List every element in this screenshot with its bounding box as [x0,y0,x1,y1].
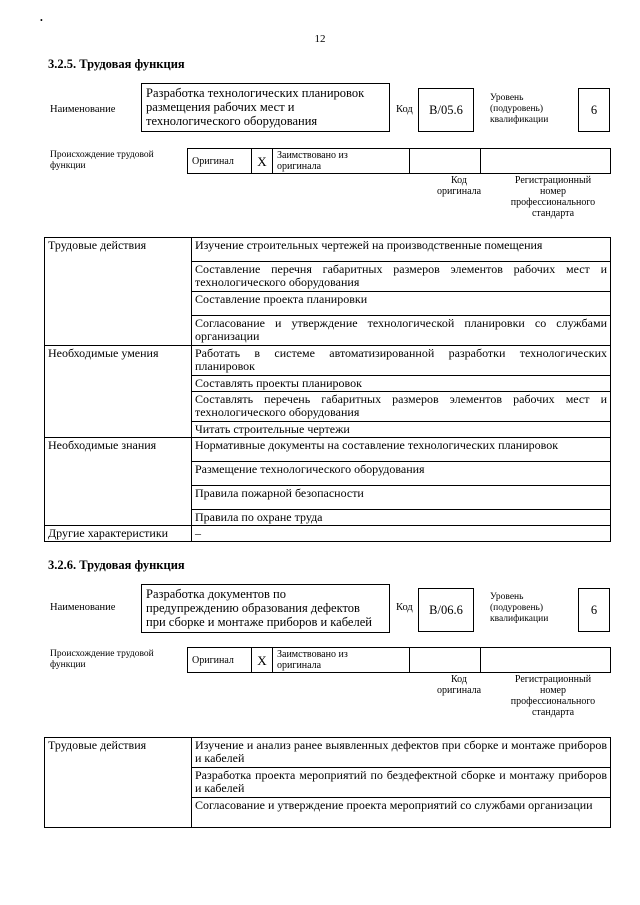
original-mark: X [252,149,273,174]
origin-label-line: Происхождение трудовой [50,649,154,659]
item-cell: Составление проекта планировки [192,292,611,316]
item-cell: Изучение строительных чертежей на производственные помещения [192,238,611,262]
function-details-table [44,237,611,542]
function-name-line: при сборке и монтаже приборов и кабелей [146,615,372,629]
function-name-line: технологического оборудования [146,114,318,128]
code-original-cell [410,149,481,174]
corner-mark: • [40,16,43,25]
borrowed-label [273,149,410,174]
reg-number-label-line: номер [540,186,566,197]
code-label: Код [396,602,413,613]
level-label-line: квалификации [490,115,549,125]
code-value: B/06.6 [418,588,474,632]
original-label: Оригинал [188,149,252,174]
item-cell: Согласование и утверждение технологической планировки со службами организации [192,316,611,346]
reg-number-label [495,175,611,219]
table-row [45,526,611,542]
reg-number-label-line: стандарта [531,208,575,219]
category-cell: Необходимые умения [45,346,192,438]
item-cell: Размещение технологического оборудования [192,462,611,486]
origin-label [50,649,154,671]
level-label-line: квалификации [490,614,549,624]
reg-number-label-line: профессионального [510,197,596,208]
reg-number-label-line: профессионального [510,696,596,707]
item-cell: Читать строительные чертежи [192,422,611,438]
origin-label-line: Происхождение трудовой [50,150,154,160]
name-label: Наименование [50,104,116,115]
function-name-box [141,83,390,132]
reg-number-label-line: номер [540,685,566,696]
name-label: Наименование [50,602,116,613]
qualification-level-label [490,592,548,625]
function-name-line: Разработка технологических планировок [146,86,365,100]
origin-table [187,647,611,673]
item-cell: Работать в системе автоматизированной разработки технологических планировок [192,346,611,376]
borrowed-label [273,648,410,673]
original-label: Оригинал [188,648,252,673]
level-label-line: (подуровень) [490,104,544,114]
table-row [45,238,611,262]
function-name-box [141,584,390,633]
code-original-label-line: оригинала [436,685,482,696]
original-mark: X [252,648,273,673]
reg-number-label-line: стандарта [531,707,575,718]
item-cell: Составлять проекты планировок [192,376,611,392]
code-original-label-line: оригинала [436,186,482,197]
reg-number-label [495,674,611,718]
table-row [45,438,611,462]
category-cell: Другие характеристики [45,526,192,542]
qualification-level-value: 6 [578,88,610,132]
category-cell: Трудовые действия [45,738,192,828]
item-cell: Правила пожарной безопасности [192,486,611,510]
origin-label-line: функции [50,660,86,670]
function-name-line: Разработка документов по [146,587,286,601]
reg-number-label-line: Регистрационный [514,674,592,685]
code-original-cell [410,648,481,673]
code-original-label-line: Код [451,674,467,685]
table-row [45,738,611,768]
item-cell: Разработка проекта мероприятий по бездефектной сборке и монтажу приборов и кабелей [192,768,611,798]
item-cell: Изучение и анализ ранее выявленных дефектов при сборке и монтаже приборов и кабелей [192,738,611,768]
function-name-line: предупреждению образования дефектов [146,601,360,615]
item-cell: Правила по охране труда [192,510,611,526]
code-original-label [426,175,492,197]
section-heading: 3.2.6. Трудовая функция [48,558,185,572]
level-label-line: Уровень [490,93,524,103]
code-original-label-line: Код [451,175,467,186]
code-label: Код [396,104,413,115]
borrowed-label-line: оригинала [277,161,322,172]
category-cell: Трудовые действия [45,238,192,346]
code-original-label [426,674,492,696]
qualification-level-value: 6 [578,588,610,632]
borrowed-label-line: Заимствовано из [277,150,348,161]
borrowed-label-line: оригинала [277,660,322,671]
reg-number-cell [481,648,611,673]
table-row [45,346,611,376]
page-number: 12 [314,33,326,45]
item-cell: – [192,526,611,542]
level-label-line: (подуровень) [490,603,544,613]
section-heading: 3.2.5. Трудовая функция [48,57,185,71]
item-cell: Составление перечня габаритных размеров элементов рабочих мест и технологического оборудования [192,262,611,292]
item-cell: Согласование и утверждение проекта мероприятий со службами организации [192,798,611,828]
qualification-level-label [490,93,548,126]
item-cell: Нормативные документы на составление технологических планировок [192,438,611,462]
level-label-line: Уровень [490,592,524,602]
function-details-table [44,737,611,828]
reg-number-label-line: Регистрационный [514,175,592,186]
item-cell: Составлять перечень габаритных размеров элементов рабочих мест и технологического оборудования [192,392,611,422]
category-cell: Необходимые знания [45,438,192,526]
code-value: B/05.6 [418,88,474,132]
origin-label [50,150,154,172]
origin-label-line: функции [50,161,86,171]
origin-table [187,148,611,174]
borrowed-label-line: Заимствовано из [277,649,348,660]
reg-number-cell [481,149,611,174]
function-name-line: размещения рабочих мест и [146,100,295,114]
